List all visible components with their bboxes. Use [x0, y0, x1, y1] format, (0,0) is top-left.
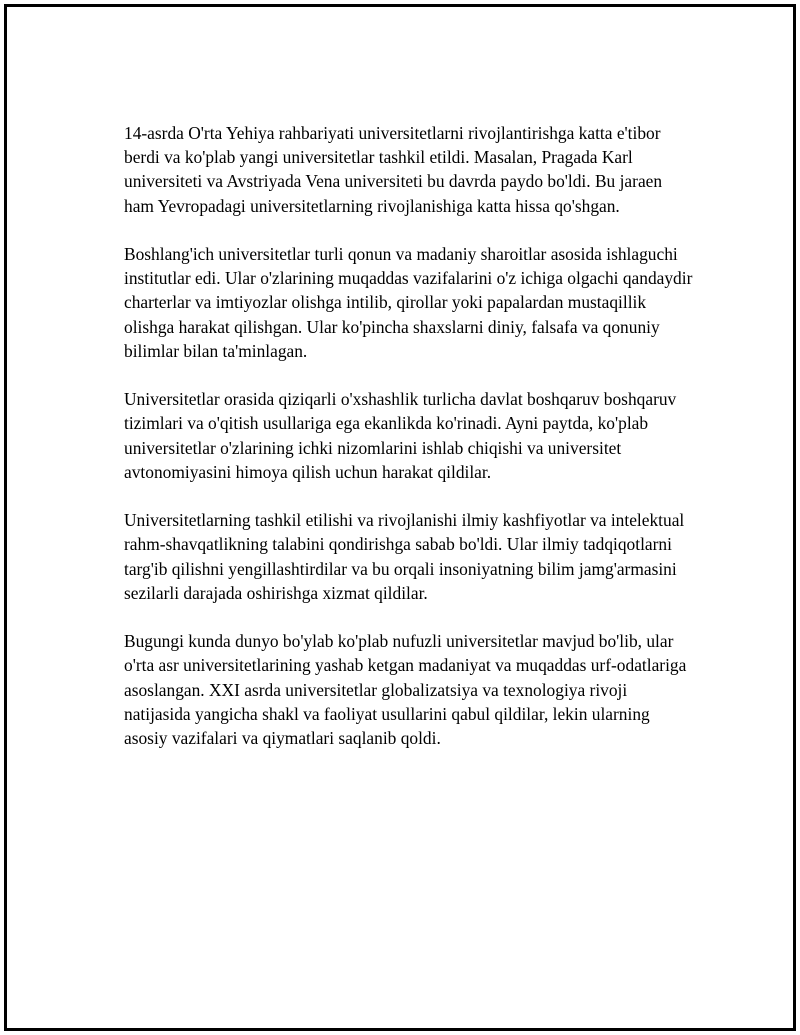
page-border	[4, 4, 796, 1031]
paragraph-1: 14-asrda O'rta Yehiya rahbariyati universitetlarni rivojlantirishga katta e'tibor berdi va ko'plab yangi universitetlar tashkil etildi. Masalan, Pragada Karl universiteti va Avstriyada Vena universiteti bu davrda paydo bo'ldi. Bu jaraen ham Yevropadagi universitetlarning rivojlanishiga katta hissa qo'shgan.	[124, 123, 663, 216]
paragraph-4: Universitetlarning tashkil etilishi va rivojlanishi ilmiy kashfiyotlar va intelektual rahm-shavqatlikning talabini qondirishga sabab bo'ldi. Ular ilmiy tadqiqotlarni targ'ib qilishni yengillashtirdilar va bu orqali insoniyatning bilim jamg'armasini sezilarli darajada oshirishga xizmat qildilar.	[124, 510, 685, 603]
paragraph-5: Bugungi kunda dunyo bo'ylab ko'plab nufuzli universitetlar mavjud bo'lib, ular o'rta asr universitetlarining yashab ketgan madaniyat va muqaddas urf-odatlariga asoslangan. XXI asrda universitetlar globalizatsiya va texnologiya rivoji natijasida yangicha shakl va faoliyat usullarini qabul qildilar, lekin ularning asosiy vazifalari va qiymatlari saqlanib qoldi.	[124, 631, 687, 749]
document-body	[124, 121, 694, 774]
paragraph-3: Universitetlar orasida qiziqarli o'xshashlik turlicha davlat boshqaruv boshqaruv tizimlari va o'qitish usullariga ega ekanlikda ko'rinadi. Ayni paytda, ko'plab universitetlar o'zlarining ichki nizomlarini ishlab chiqishi va universitet avtonomiyasini himoya qilish uchun harakat qildilar.	[124, 389, 677, 482]
paragraph-2: Boshlang'ich universitetlar turli qonun va madaniy sharoitlar asosida ishlaguchi institutlar edi. Ular o'zlarining muqaddas vazifalarini o'z ichiga olgachi qandaydir charterlar va imtiyozlar olishga intilib, qirollar yoki papalardan mustaqillik olishga harakat qilishgan. Ular ko'pincha shaxslarni diniy, falsafa va qonuniy bilimlar bilan ta'minlagan.	[124, 244, 693, 361]
